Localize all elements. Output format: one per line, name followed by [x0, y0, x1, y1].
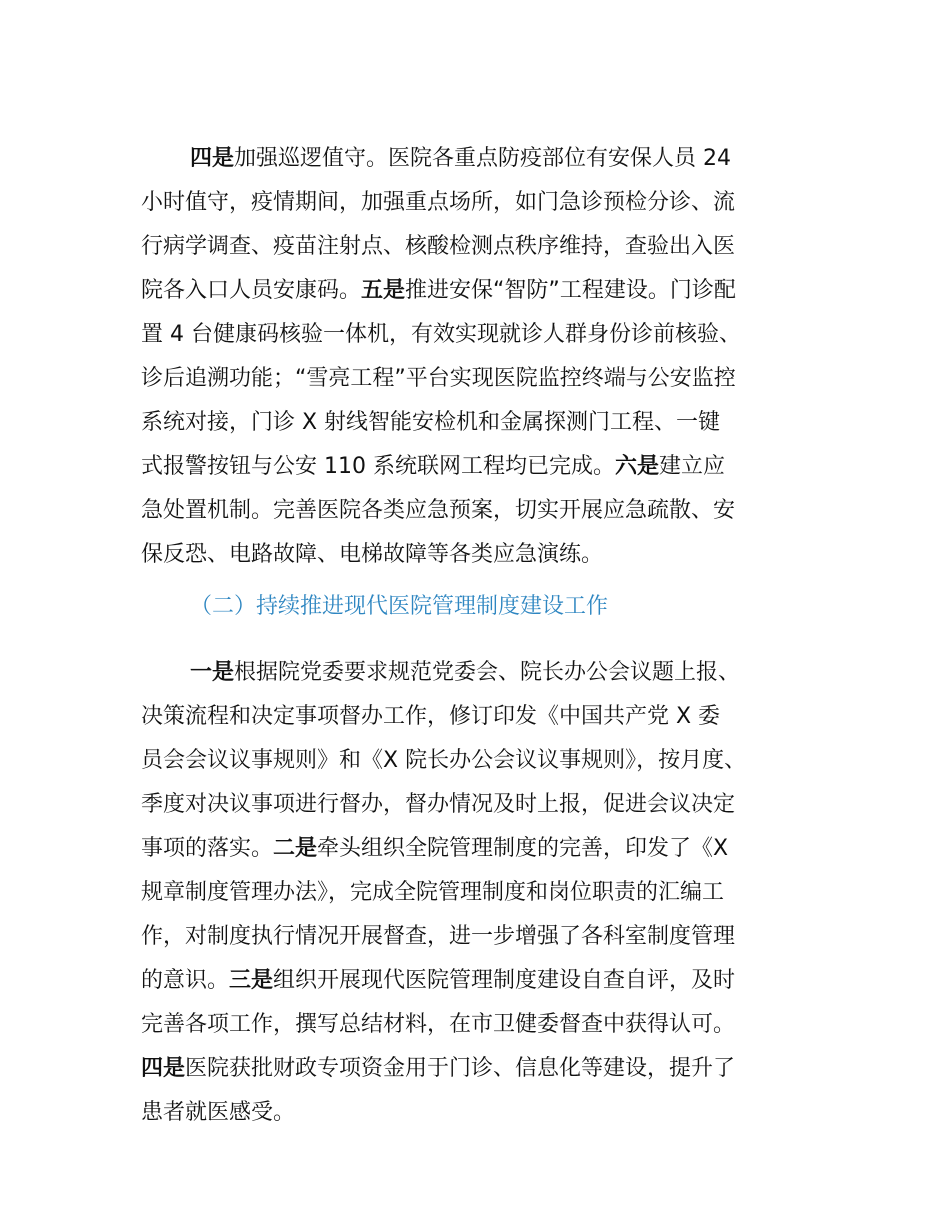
p1-line-3: 行病学调查、疫苗注射点、核酸检测点秩序维持，查验出入医 [141, 234, 736, 259]
p2-text: 根据院党委要求规范党委会、院长办公会议题上报、 [234, 660, 741, 685]
p2-line-2: 决策流程和决定事项督办工作，修订印发《中国共产党 X 委 [141, 704, 721, 729]
p1-line-1 [190, 144, 731, 174]
p2-line-5 [141, 834, 728, 864]
p2-text: 组织开展现代医院管理制度建设自查自评，及时 [273, 968, 736, 993]
p2-bold-2: 二是 [273, 836, 318, 861]
p2-bold-1: 一是 [190, 660, 235, 685]
p2-line-3: 员会会议议事规则》和《X 院长办公会议议事规则》，按月度、 [141, 748, 747, 773]
p2-line-9: 完善各项工作，撰写总结材料，在市卫健委督查中获得认可。 [141, 1012, 736, 1037]
p1-line-8 [141, 452, 725, 482]
p2-text: 的意识。 [141, 968, 230, 993]
p2-bold-4: 四是 [141, 1056, 186, 1081]
p2-line-7: 作，对制度执行情况开展督查，进一步增强了各科室制度管理 [141, 924, 736, 949]
p1-line-2: 小时值守，疫情期间，加强重点场所，如门急诊预检分诊、流 [141, 190, 736, 215]
p2-text: 事项的落实。 [141, 836, 274, 861]
p1-bold-6: 六是 [614, 454, 659, 479]
p2-line-1 [190, 658, 740, 688]
p2-line-8 [141, 966, 735, 996]
p1-line-9: 急处置机制。完善医院各类应急预案，切实开展应急疏散、安 [141, 498, 736, 523]
p1-text: 加强巡逻值守。医院各重点防疫部位有安保人员 24 [234, 146, 732, 171]
p1-text: 建立应 [659, 454, 726, 479]
p1-text: 式报警按钮与公安 110 系统联网工程均已完成。 [141, 454, 615, 479]
section-heading: （二）持续推进现代医院管理制度建设工作 [190, 594, 609, 619]
p1-line-10: 保反恐、电路故障、电梯故障等各类应急演练。 [141, 542, 604, 567]
p2-line-11: 患者就医感受。 [141, 1100, 296, 1125]
p2-line-4: 季度对决议事项进行督办，督办情况及时上报，促进会议决定 [141, 792, 736, 817]
p2-bold-3: 三是 [229, 968, 274, 993]
p1-line-7: 系统对接，门诊 X 射线智能安检机和金属探测门工程、一键 [141, 410, 721, 435]
p1-line-5: 置 4 台健康码核验一体机，有效实现就诊人群身份诊前核验、 [141, 322, 741, 347]
p1-line-6: 诊后追溯功能；“雪亮工程”平台实现医院监控终端与公安监控 [141, 366, 736, 391]
p2-line-10 [141, 1054, 735, 1084]
p2-text: 医院获批财政专项资金用于门诊、信息化等建设，提升了 [185, 1056, 736, 1081]
p1-text: 推进安保“智防”工程建设。门诊配 [405, 278, 736, 303]
p1-line-4 [141, 276, 736, 306]
p1-bold-4: 四是 [190, 146, 235, 171]
p1-text: 院各入口人员安康码。 [141, 278, 362, 303]
p2-line-6: 规章制度管理办法》，完成全院管理制度和岗位职责的汇编工 [141, 880, 725, 905]
p1-bold-5: 五是 [361, 278, 406, 303]
p2-text: 牵头组织全院管理制度的完善，印发了《X [317, 836, 729, 861]
